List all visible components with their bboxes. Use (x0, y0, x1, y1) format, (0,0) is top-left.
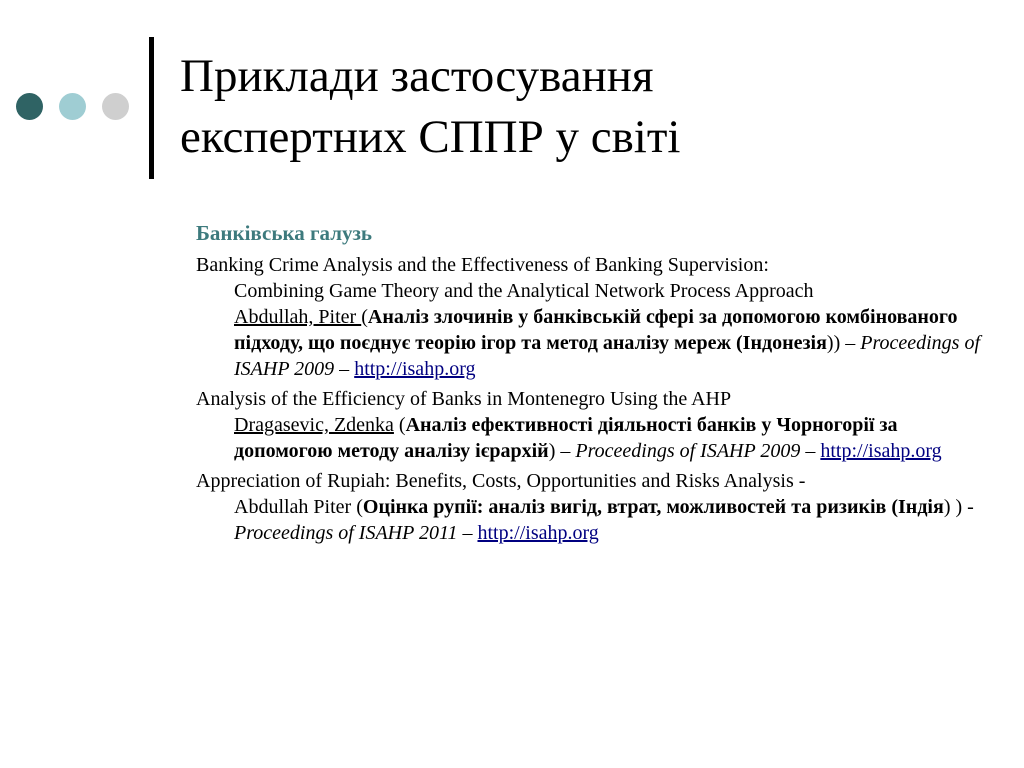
section-heading: Банківська галузь (196, 221, 373, 245)
entry-2 (196, 386, 996, 464)
bullet-dot-dark (16, 93, 43, 120)
paren-close: ) – (548, 440, 576, 462)
bullet-dot-light (59, 93, 86, 120)
entry-translation: Оцінка рупії: аналіз вигід, втрат, можливостей та ризиків (Індія (362, 496, 944, 518)
entry-translation: Аналіз ефективності діяльності банків у Чорногорії за допомогою методу аналізу ієрархій (234, 414, 898, 462)
entry-author: Abdullah Piter (234, 496, 352, 518)
paren-open: ( (351, 496, 363, 518)
entry-link[interactable]: http://isahp.org (354, 358, 476, 380)
entry-link[interactable]: http://isahp.org (820, 440, 942, 462)
entry-title-line2: Combining Game Theory and the Analytical Network Process Approach (234, 280, 814, 302)
title-line-1: Приклади застосування (180, 50, 654, 102)
entry-1 (196, 252, 996, 382)
paren-open: ( (393, 414, 406, 436)
entry-proceedings: Proceedings of ISAHP 2009 – (234, 332, 981, 380)
entry-author: Abdullah, Piter (234, 306, 362, 328)
slide-title (180, 46, 1000, 168)
title-divider (149, 37, 154, 179)
paren-close: )) – (826, 332, 861, 354)
bullet-dot-gray (102, 93, 129, 120)
entry-proceedings: Proceedings of ISAHP 2011 – (234, 522, 478, 544)
entry-author: Dragasevic, Zdenka (234, 414, 394, 436)
entry-link[interactable]: http://isahp.org (477, 522, 599, 544)
entry-translation: Аналіз злочинів у банківській сфері за допомогою комбінованого підходу, що поєднує теорію ігор та метод аналізу мереж (Індонезія (234, 306, 958, 354)
entry-title-line1: Analysis of the Efficiency of Banks in Montenegro Using the AHP (196, 388, 732, 410)
entry-title-line1: Banking Crime Analysis and the Effectiveness of Banking Supervision: (196, 254, 769, 276)
entry-proceedings: Proceedings of ISAHP 2009 – (575, 440, 821, 462)
entry-3 (196, 468, 996, 546)
paren-open: ( (361, 306, 368, 328)
entry-title-line1: Appreciation of Rupiah: Benefits, Costs, Opportunities and Risks Analysis - (196, 470, 806, 492)
paren-close: ) ) - (943, 496, 974, 518)
title-line-2: експертних СППР у світі (180, 111, 681, 163)
slide-content (196, 220, 996, 550)
